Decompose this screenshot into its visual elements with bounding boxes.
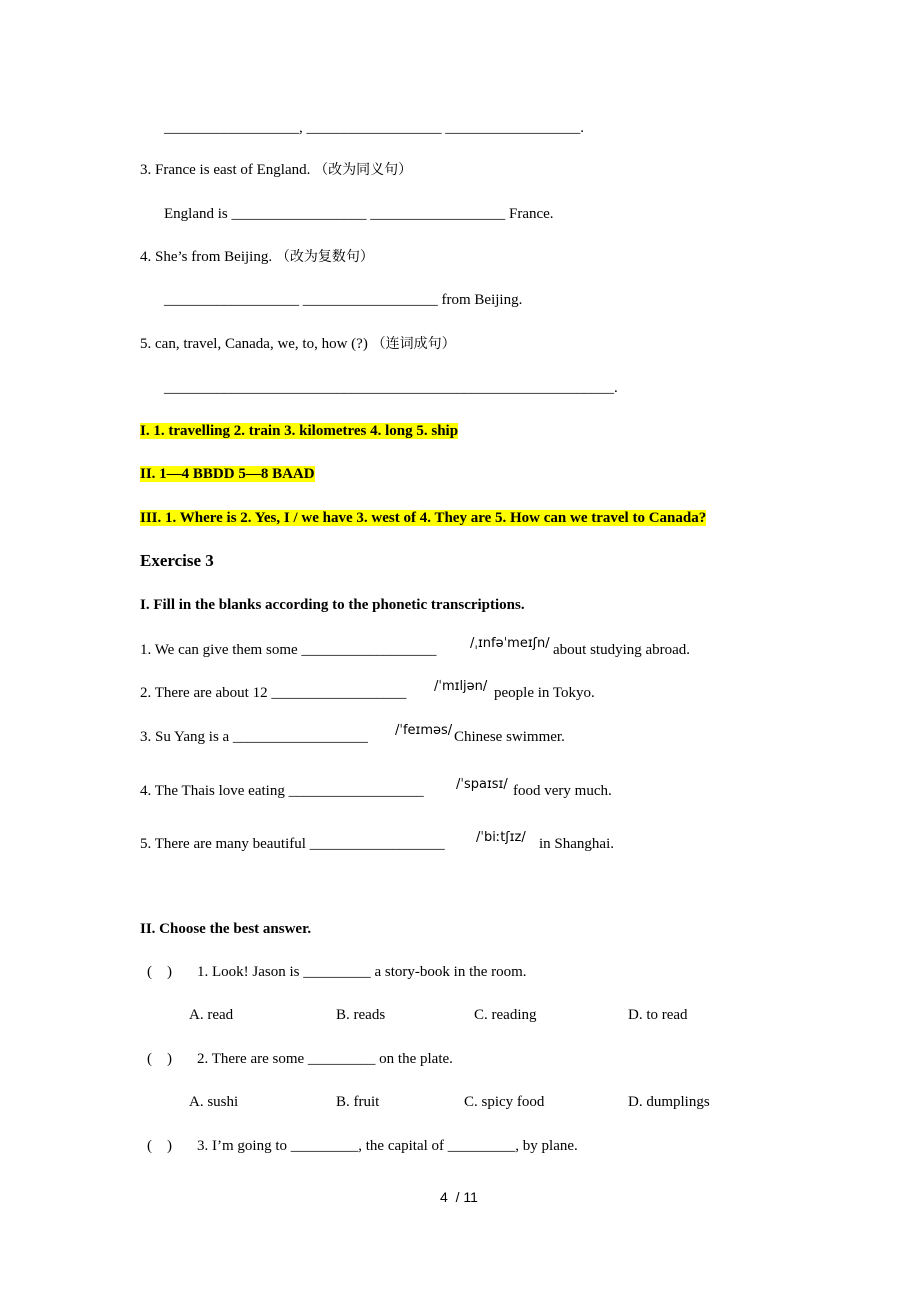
mc-1-option-c[interactable]: C. reading [474,1007,537,1023]
fill-item-4-phonetic: /ˈspaɪsɪ/ [456,777,508,792]
fill-item-5-after: in Shanghai. [539,836,614,852]
question-4-answer-line[interactable]: __________________ __________________ from Beijing. [164,292,523,308]
question-3-text: 3. France is east of England. [140,162,315,178]
mc-1-question: 1. Look! Jason is _________ a story-book in the room. [197,964,527,980]
part1-title: I. Fill in the blanks according to the phonetic transcriptions. [140,597,525,613]
answer-key-3-text: III. 1. Where is 2. Yes, I / we have 3. west of 4. They are 5. How can we travel to Canada? [140,510,707,526]
part2-title: II. Choose the best answer. [140,921,312,937]
fill-item-5-phonetic: /ˈbiːtʃɪz/ [476,830,526,845]
page-number: 4 / 11 [440,1189,478,1205]
mc-2-option-a[interactable]: A. sushi [189,1094,239,1110]
question-4 [140,247,374,268]
fill-item-3-after: Chinese swimmer. [454,729,565,745]
mc-1-option-b[interactable]: B. reads [336,1007,386,1023]
fill-item-3[interactable]: 3. Su Yang is a __________________ [140,729,368,745]
question-5-text: 5. can, travel, Canada, we, to, how (?) [140,336,372,352]
answer-key-2-text: II. 1—4 BBDD 5—8 BAAD [140,466,315,482]
fill-item-3-phonetic: /ˈfeɪməs/ [395,723,453,738]
fill-item-2[interactable]: 2. There are about 12 __________________ [140,685,407,701]
mc-3-answer-paren[interactable]: ( ) [147,1138,172,1154]
answer-key-1 [140,421,458,441]
question-5-note: （连词成句） [371,337,456,352]
mc-3-question: 3. I’m going to _________, the capital of _________, by plane. [197,1138,578,1154]
fill-item-2-phonetic: /ˈmɪljən/ [434,679,488,694]
mc-2-option-c[interactable]: C. spicy food [464,1094,545,1110]
question-4-text: 4. She’s from Beijing. [140,249,276,265]
question-4-note: （改为复数句） [275,250,374,265]
question-5 [140,334,456,355]
answer-key-2 [140,464,315,484]
mc-1-option-d[interactable]: D. to read [628,1007,688,1023]
mc-2-option-d[interactable]: D. dumplings [628,1094,710,1110]
mc-1-answer-paren[interactable]: ( ) [147,964,172,980]
exercise-title: Exercise 3 [140,551,214,570]
question-3-answer-line[interactable]: England is __________________ __________________ France. [164,206,554,222]
fill-item-1[interactable]: 1. We can give them some __________________ [140,642,437,658]
fill-item-1-after: about studying abroad. [553,642,691,658]
question-3-note: （改为同义句） [314,163,413,178]
mc-2-option-b[interactable]: B. fruit [336,1094,380,1110]
question-5-answer-line[interactable]: ____________________________________________________________. [164,380,618,396]
top-answer-blanks[interactable]: __________________, __________________ __________________. [164,120,584,136]
fill-item-2-after: people in Tokyo. [494,685,595,701]
mc-1-option-a[interactable]: A. read [189,1007,234,1023]
fill-item-5[interactable]: 5. There are many beautiful __________________ [140,836,445,852]
answer-key-3 [140,508,706,528]
mc-2-answer-paren[interactable]: ( ) [147,1051,172,1067]
answer-key-1-text: I. 1. travelling 2. train 3. kilometres 4. long 5. ship [140,423,459,439]
fill-item-4[interactable]: 4. The Thais love eating __________________ [140,783,424,799]
fill-item-4-after: food very much. [513,783,612,799]
question-3 [140,160,412,181]
mc-2-question: 2. There are some _________ on the plate. [197,1051,453,1067]
fill-item-1-phonetic: /ˌɪnfəˈmeɪʃn/ [470,636,550,651]
